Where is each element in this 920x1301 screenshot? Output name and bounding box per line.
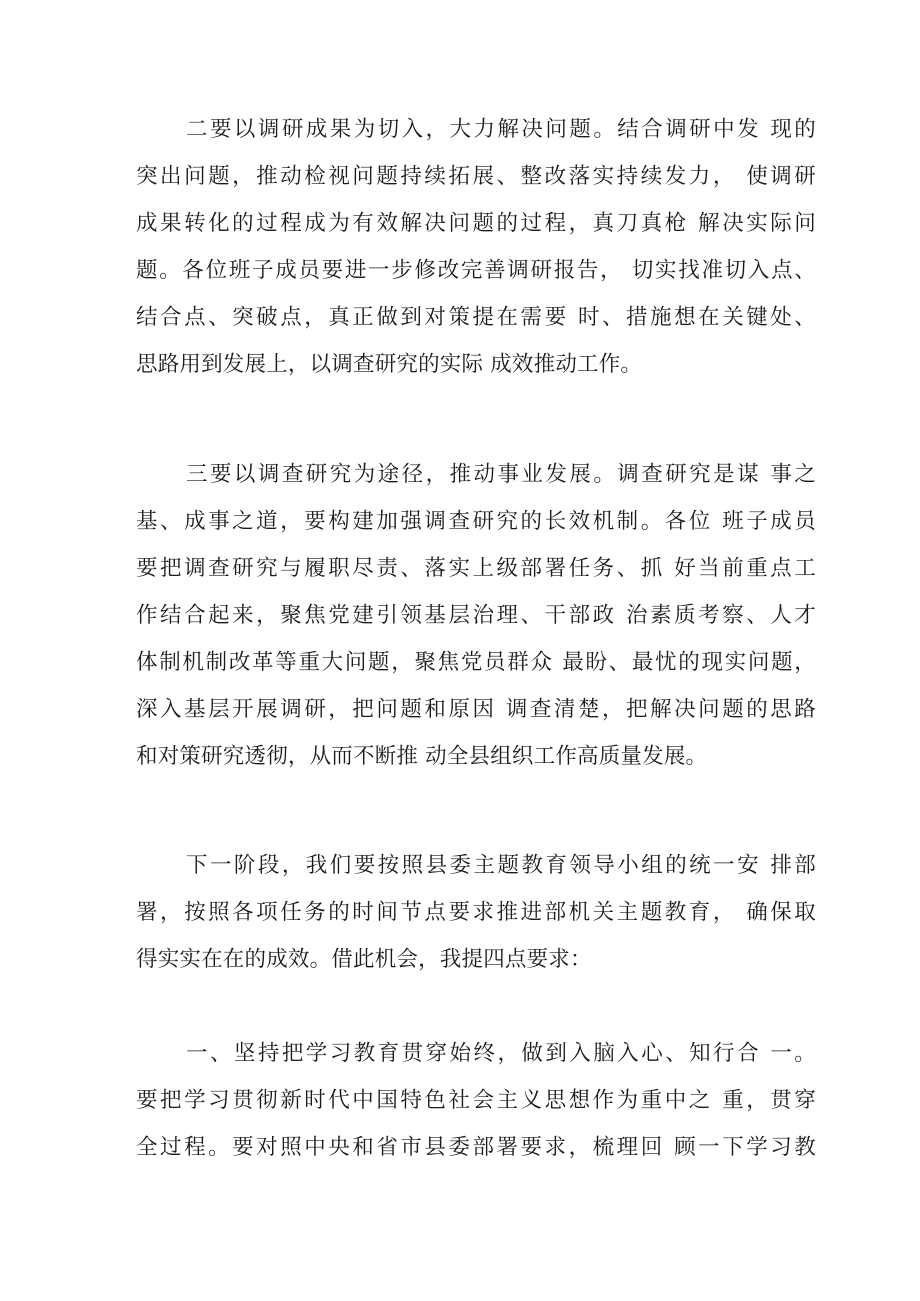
text-line: 深入基层开展调研，把问题和原因 调查清楚，把解决问题的思路 xyxy=(136,697,816,722)
paragraph-3 xyxy=(136,842,816,983)
text-line: 要把学习贯彻新时代中国特色社会主义思想作为重中之 重，贯穿 xyxy=(136,1088,816,1113)
text-line: 思路用到发展上，以调查研究的实际 成效推动工作。 xyxy=(136,352,643,377)
text-line: 下一阶段，我们要按照县委主题教育领导小组的统一安 排部 xyxy=(186,853,816,878)
text-line: 二要以调研成果为切入，大力解决问题。结合调研中发 现的 xyxy=(186,117,816,142)
text-line: 署，按照各项任务的时间节点要求推进部机关主题教育， 确保取 xyxy=(136,900,816,925)
text-line: 全过程。要对照中央和省市县委部署要求，梳理回 顾一下学习教 xyxy=(136,1135,816,1160)
text-line: 和对策研究透彻，从而不断推 动全县组织工作高质量发展。 xyxy=(136,744,708,769)
text-line: 作结合起来，聚焦党建引领基层治理、干部政 治素质考察、人才 xyxy=(136,603,816,628)
text-line: 一、坚持把学习教育贯穿始终，做到入脑入心、知行合 一。 xyxy=(186,1041,816,1066)
text-line: 结合点、突破点，真正做到对策提在需要 时、措施想在关键处、 xyxy=(136,305,816,330)
paragraph-2 xyxy=(136,451,816,780)
text-line: 题。各位班子成员要进一步修改完善调研报告， 切实找准切入点、 xyxy=(136,258,816,283)
text-line: 三要以调查研究为途径，推动事业发展。调查研究是谋 事之 xyxy=(186,462,816,487)
paragraph-1 xyxy=(136,106,816,388)
text-line: 成果转化的过程成为有效解决问题的过程，真刀真枪 解决实际问 xyxy=(136,211,816,236)
text-line: 得实实在在的成效。借此机会，我提四点要求： xyxy=(136,947,592,972)
text-line: 突出问题，推动检视问题持续拓展、整改落实持续发力， 使调研 xyxy=(136,164,816,189)
text-line: 体制机制改革等重大问题，聚焦党员群众 最盼、最忧的现实问题， xyxy=(136,650,816,675)
text-line: 要把调查研究与履职尽责、落实上级部署任务、抓 好当前重点工 xyxy=(136,556,816,581)
paragraph-4 xyxy=(136,1030,816,1171)
text-line: 基、成事之道，要构建加强调查研究的长效机制。各位 班子成员 xyxy=(136,509,816,534)
